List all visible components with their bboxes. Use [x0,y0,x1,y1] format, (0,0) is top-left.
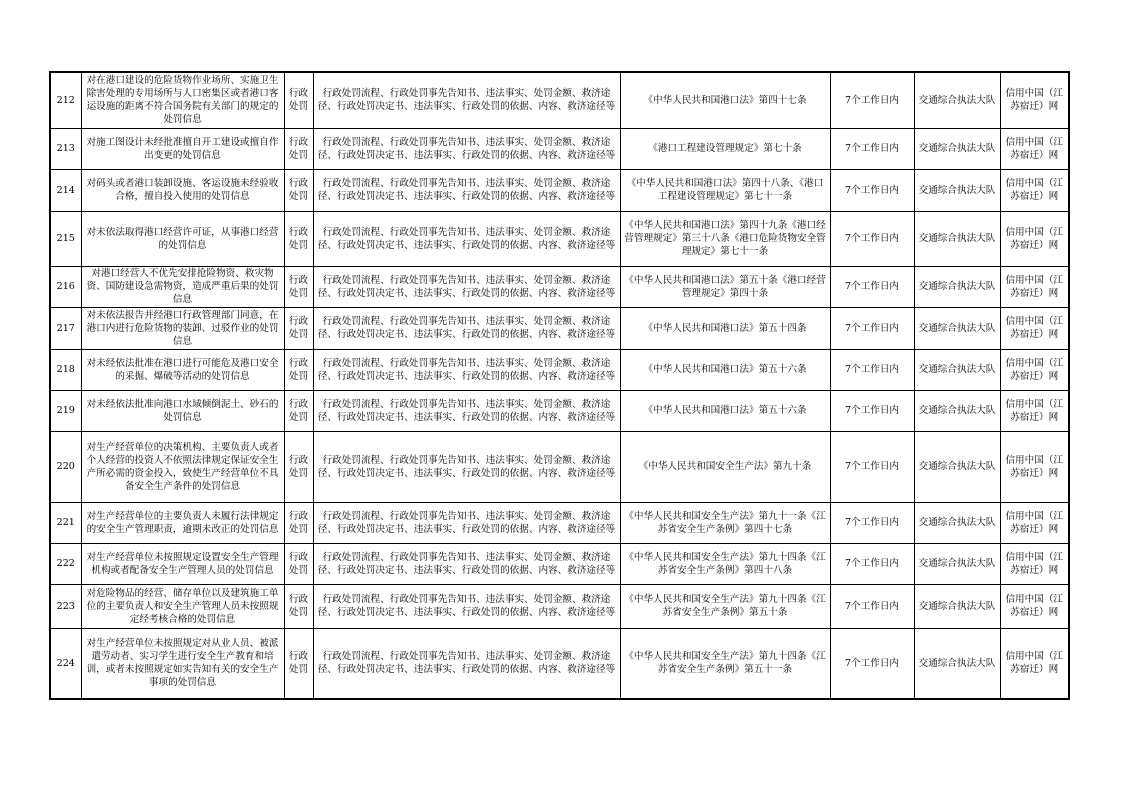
disclosure-channel: 信用中国（江苏宿迁）网 [1000,628,1069,699]
table-row [50,349,1069,390]
row-number: 221 [50,502,81,543]
responsible-unit: 交通综合执法大队 [914,584,1000,628]
responsible-unit: 交通综合执法大队 [914,169,1000,211]
table-row [50,543,1069,584]
disclosure-period: 7个工作日内 [830,72,914,128]
disclosure-period: 7个工作日内 [830,543,914,584]
row-number: 213 [50,128,81,169]
legal-basis: 《中华人民共和国安全生产法》第九十一条《江苏省安全生产条例》第四十七条 [620,502,830,543]
disclosure-channel: 信用中国（江苏宿迁）网 [1000,211,1069,266]
item-category: 行政处罚 [284,307,313,349]
responsible-unit: 交通综合执法大队 [914,72,1000,128]
item-category: 行政处罚 [284,431,313,502]
legal-basis: 《中华人民共和国安全生产法》第九十四条《江苏省安全生产条例》第四十八条 [620,543,830,584]
disclosure-content: 行政处罚流程、行政处罚事先告知书、违法事实、处罚金额、救济途径、行政处罚决定书、违法事实、行政处罚的依据、内容、救济途径等 [313,628,620,699]
disclosure-period: 7个工作日内 [830,628,914,699]
item-category: 行政处罚 [284,211,313,266]
legal-basis: 《中华人民共和国港口法》第四十八条、《港口工程建设管理规定》第七十一条 [620,169,830,211]
disclosure-content: 行政处罚流程、行政处罚事先告知书、违法事实、处罚金额、救济途径、行政处罚决定书、违法事实、行政处罚的依据、内容、救济途径等 [313,128,620,169]
legal-basis: 《中华人民共和国安全生产法》第九十四条《江苏省安全生产条例》第五十条 [620,584,830,628]
disclosure-period: 7个工作日内 [830,169,914,211]
legal-basis: 《中华人民共和国港口法》第五十条《港口经营管理规定》第四十条 [620,266,830,307]
item-name: 对生产经营单位的决策机构、主要负责人或者个人经营的投资人不依照法律规定保证安全生产所必需的资金投入，致使生产经营单位不具备安全生产条件的处罚信息 [81,431,284,502]
disclosure-content: 行政处罚流程、行政处罚事先告知书、违法事实、处罚金额、救济途径、行政处罚决定书、违法事实、行政处罚的依据、内容、救济途径等 [313,431,620,502]
item-category: 行政处罚 [284,543,313,584]
disclosure-period: 7个工作日内 [830,431,914,502]
row-number: 222 [50,543,81,584]
legal-basis: 《中华人民共和国港口法》第五十六条 [620,390,830,431]
item-name: 对生产经营单位的主要负责人未履行法律规定的安全生产管理职责，逾期未改正的处罚信息 [81,502,284,543]
legal-basis: 《港口工程建设管理规定》第七十条 [620,128,830,169]
disclosure-table [49,71,1070,700]
disclosure-content: 行政处罚流程、行政处罚事先告知书、违法事实、处罚金额、救济途径、行政处罚决定书、违法事实、行政处罚的依据、内容、救济途径等 [313,349,620,390]
item-name: 对港口经营人不优先安排抢险物资、救灾物资、国防建设急需物资，造成严重后果的处罚信息 [81,266,284,307]
row-number: 219 [50,390,81,431]
disclosure-channel: 信用中国（江苏宿迁）网 [1000,307,1069,349]
row-number: 214 [50,169,81,211]
disclosure-period: 7个工作日内 [830,266,914,307]
item-name: 对生产经营单位未按照规定对从业人员、被派遣劳动者、实习学生进行安全生产教育和培训，或者未按照规定如实告知有关的安全生产事项的处罚信息 [81,628,284,699]
disclosure-period: 7个工作日内 [830,349,914,390]
row-number: 212 [50,72,81,128]
disclosure-content: 行政处罚流程、行政处罚事先告知书、违法事实、处罚金额、救济途径、行政处罚决定书、违法事实、行政处罚的依据、内容、救济途径等 [313,211,620,266]
disclosure-content: 行政处罚流程、行政处罚事先告知书、违法事实、处罚金额、救济途径、行政处罚决定书、违法事实、行政处罚的依据、内容、救济途径等 [313,584,620,628]
row-number: 218 [50,349,81,390]
legal-basis: 《中华人民共和国港口法》第五十四条 [620,307,830,349]
table-row [50,128,1069,169]
table-row [50,628,1069,699]
table-row [50,72,1069,128]
row-number: 217 [50,307,81,349]
disclosure-period: 7个工作日内 [830,584,914,628]
disclosure-content: 行政处罚流程、行政处罚事先告知书、违法事实、处罚金额、救济途径、行政处罚决定书、违法事实、行政处罚的依据、内容、救济途径等 [313,72,620,128]
item-name: 对在港口建设的危险货物作业场所、实施卫生除害处理的专用场所与人口密集区或者港口客运设施的距离不符合国务院有关部门的规定的处罚信息 [81,72,284,128]
item-category: 行政处罚 [284,584,313,628]
responsible-unit: 交通综合执法大队 [914,307,1000,349]
responsible-unit: 交通综合执法大队 [914,628,1000,699]
legal-basis: 《中华人民共和国安全生产法》第九十四条《江苏省安全生产条例》第五十一条 [620,628,830,699]
legal-basis: 《中华人民共和国港口法》第四十九条《港口经营管理规定》第三十八条《港口危险货物安全管理规定》第七十一条 [620,211,830,266]
responsible-unit: 交通综合执法大队 [914,543,1000,584]
disclosure-content: 行政处罚流程、行政处罚事先告知书、违法事实、处罚金额、救济途径、行政处罚决定书、违法事实、行政处罚的依据、内容、救济途径等 [313,390,620,431]
item-name: 对未依法取得港口经营许可证，从事港口经营的处罚信息 [81,211,284,266]
table-row [50,307,1069,349]
row-number: 216 [50,266,81,307]
table-row [50,169,1069,211]
disclosure-period: 7个工作日内 [830,307,914,349]
responsible-unit: 交通综合执法大队 [914,128,1000,169]
disclosure-channel: 信用中国（江苏宿迁）网 [1000,431,1069,502]
responsible-unit: 交通综合执法大队 [914,349,1000,390]
disclosure-channel: 信用中国（江苏宿迁）网 [1000,169,1069,211]
item-name: 对施工图设计未经批准擅自开工建设或擅自作出变更的处罚信息 [81,128,284,169]
item-category: 行政处罚 [284,266,313,307]
responsible-unit: 交通综合执法大队 [914,211,1000,266]
row-number: 215 [50,211,81,266]
table-row [50,211,1069,266]
legal-basis: 《中华人民共和国港口法》第五十六条 [620,349,830,390]
item-category: 行政处罚 [284,349,313,390]
table-row [50,502,1069,543]
item-name: 对未经依法批准在港口进行可能危及港口安全的采掘、爆破等活动的处罚信息 [81,349,284,390]
item-category: 行政处罚 [284,169,313,211]
row-number: 224 [50,628,81,699]
item-name: 对未依法报告并经港口行政管理部门同意，在港口内进行危险货物的装卸、过驳作业的处罚信息 [81,307,284,349]
disclosure-channel: 信用中国（江苏宿迁）网 [1000,349,1069,390]
responsible-unit: 交通综合执法大队 [914,502,1000,543]
table-row [50,431,1069,502]
legal-basis: 《中华人民共和国安全生产法》第九十条 [620,431,830,502]
disclosure-period: 7个工作日内 [830,502,914,543]
item-name: 对未经依法批准向港口水域倾倒泥土、砂石的处罚信息 [81,390,284,431]
disclosure-channel: 信用中国（江苏宿迁）网 [1000,543,1069,584]
disclosure-content: 行政处罚流程、行政处罚事先告知书、违法事实、处罚金额、救济途径、行政处罚决定书、违法事实、行政处罚的依据、内容、救济途径等 [313,543,620,584]
item-category: 行政处罚 [284,128,313,169]
item-category: 行政处罚 [284,502,313,543]
legal-basis: 《中华人民共和国港口法》第四十七条 [620,72,830,128]
responsible-unit: 交通综合执法大队 [914,431,1000,502]
disclosure-channel: 信用中国（江苏宿迁）网 [1000,502,1069,543]
item-name: 对码头或者港口装卸设施、客运设施未经验收合格，擅自投入使用的处罚信息 [81,169,284,211]
item-category: 行政处罚 [284,72,313,128]
disclosure-period: 7个工作日内 [830,128,914,169]
table-row [50,390,1069,431]
disclosure-channel: 信用中国（江苏宿迁）网 [1000,266,1069,307]
table-row [50,584,1069,628]
disclosure-content: 行政处罚流程、行政处罚事先告知书、违法事实、处罚金额、救济途径、行政处罚决定书、违法事实、行政处罚的依据、内容、救济途径等 [313,502,620,543]
responsible-unit: 交通综合执法大队 [914,390,1000,431]
table-row [50,266,1069,307]
disclosure-channel: 信用中国（江苏宿迁）网 [1000,72,1069,128]
item-category: 行政处罚 [284,628,313,699]
item-category: 行政处罚 [284,390,313,431]
item-name: 对生产经营单位未按照规定设置安全生产管理机构或者配备安全生产管理人员的处罚信息 [81,543,284,584]
disclosure-period: 7个工作日内 [830,390,914,431]
responsible-unit: 交通综合执法大队 [914,266,1000,307]
disclosure-content: 行政处罚流程、行政处罚事先告知书、违法事实、处罚金额、救济途径、行政处罚决定书、违法事实、行政处罚的依据、内容、救济途径等 [313,169,620,211]
disclosure-period: 7个工作日内 [830,211,914,266]
disclosure-channel: 信用中国（江苏宿迁）网 [1000,390,1069,431]
disclosure-channel: 信用中国（江苏宿迁）网 [1000,584,1069,628]
disclosure-content: 行政处罚流程、行政处罚事先告知书、违法事实、处罚金额、救济途径、行政处罚决定书、违法事实、行政处罚的依据、内容、救济途径等 [313,266,620,307]
row-number: 223 [50,584,81,628]
row-number: 220 [50,431,81,502]
disclosure-content: 行政处罚流程、行政处罚事先告知书、违法事实、处罚金额、救济途径、行政处罚决定书、违法事实、行政处罚的依据、内容、救济途径等 [313,307,620,349]
disclosure-channel: 信用中国（江苏宿迁）网 [1000,128,1069,169]
item-name: 对危险物品的经营、储存单位以及建筑施工单位的主要负责人和安全生产管理人员未按照规定经考核合格的处罚信息 [81,584,284,628]
